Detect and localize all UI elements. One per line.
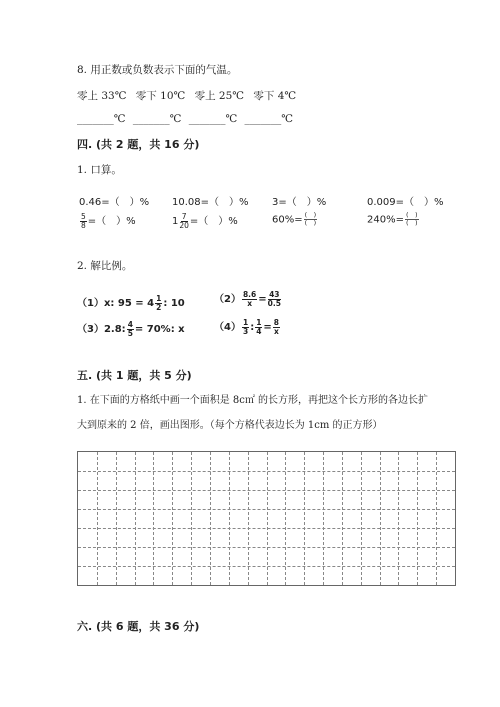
section-5-heading: 五. (共 1 题，共 5 分) bbox=[77, 369, 192, 382]
grid-line-horizontal bbox=[78, 528, 455, 529]
q8-temps bbox=[77, 88, 296, 103]
grid-line-horizontal bbox=[78, 509, 455, 510]
grid-line-horizontal bbox=[78, 547, 455, 548]
grid-paper[interactable] bbox=[77, 451, 456, 586]
answer-blank[interactable]: _______℃ bbox=[132, 113, 182, 125]
calc-item[interactable]: 0.009=（ ）% bbox=[367, 197, 444, 208]
fraction: $\frac{1}{2}$ bbox=[156, 293, 162, 312]
calc-item[interactable]: 60%= $\frac{( )}{( )}$ bbox=[272, 211, 317, 227]
fraction: $\frac{5}{8}$ bbox=[81, 211, 86, 230]
fraction: $\frac{( )}{( )}$ bbox=[405, 211, 418, 227]
proportion-1[interactable]: （1）x: 95 = 4 $\frac{1}{2}$ : 10 bbox=[77, 293, 185, 312]
answer-blank[interactable]: _______℃ bbox=[77, 113, 126, 125]
grid-line-horizontal bbox=[78, 490, 455, 491]
answer-blank[interactable]: _______℃ bbox=[188, 113, 238, 125]
q2-title: 2. 解比例。 bbox=[77, 260, 133, 272]
q5-line-1: 1. 在下面的方格纸中画一个面积是 8c㎡ 的长方形，再把这个长方形的各边长扩 bbox=[77, 395, 429, 406]
section-6-heading: 六. (共 6 题，共 36 分) bbox=[77, 620, 200, 633]
calc-item[interactable]: $\frac{5}{8}$ =（ ）% bbox=[81, 211, 136, 230]
calc-item[interactable]: 10.08=（ ）% bbox=[172, 197, 249, 208]
fraction: $\frac{43}{0.5}$ bbox=[267, 289, 281, 308]
fraction: $\frac{8.6}{x}$ bbox=[242, 289, 257, 308]
grid-line-horizontal bbox=[78, 471, 455, 472]
calc-item[interactable]: 0.46=（ ）% bbox=[79, 197, 150, 208]
q1-title: 1. 口算。 bbox=[77, 164, 122, 176]
fraction: $\frac{7}{20}$ bbox=[179, 211, 189, 230]
fraction: $\frac{1}{4}$ bbox=[256, 317, 262, 336]
q5-line-2: 大到原来的 2 倍，画出图形。（每个方格代表边长为 1cm 的正方形） bbox=[77, 420, 383, 431]
grid-line-horizontal bbox=[78, 566, 455, 567]
calc-item[interactable]: 240%= $\frac{( )}{( )}$ bbox=[367, 211, 418, 227]
proportion-4[interactable]: （4） $\frac{1}{3}$ : $\frac{1}{4}$ = $\frac{8}{x}$ bbox=[214, 317, 280, 336]
section-4-heading: 四. (共 2 题，共 16 分) bbox=[77, 138, 200, 151]
proportion-2[interactable]: （2） $\frac{8.6}{x}$ = $\frac{43}{0.5}$ bbox=[214, 289, 281, 308]
temp-4: 零下 4℃ bbox=[253, 90, 297, 102]
calc-item[interactable]: 1 $\frac{7}{20}$ =（ ）% bbox=[172, 211, 238, 230]
fraction: $\frac{( )}{( )}$ bbox=[304, 211, 317, 227]
answer-blank[interactable]: _______℃ bbox=[244, 113, 294, 125]
temp-2: 零下 10℃ bbox=[135, 90, 186, 102]
temp-3: 零上 25℃ bbox=[194, 90, 245, 102]
proportion-3[interactable]: （3）2.8: $\frac{4}{5}$ = 70%: x bbox=[77, 319, 185, 338]
fraction: $\frac{1}{3}$ bbox=[242, 317, 249, 336]
q8-title: 8. 用正数或负数表示下面的气温。 bbox=[77, 64, 238, 76]
fraction: $\frac{4}{5}$ bbox=[127, 319, 133, 338]
q8-answer-blanks bbox=[77, 113, 293, 125]
fraction: $\frac{8}{x}$ bbox=[273, 317, 280, 336]
temp-1: 零上 33℃ bbox=[77, 90, 127, 102]
calc-item[interactable]: 3=（ ）% bbox=[272, 197, 327, 208]
